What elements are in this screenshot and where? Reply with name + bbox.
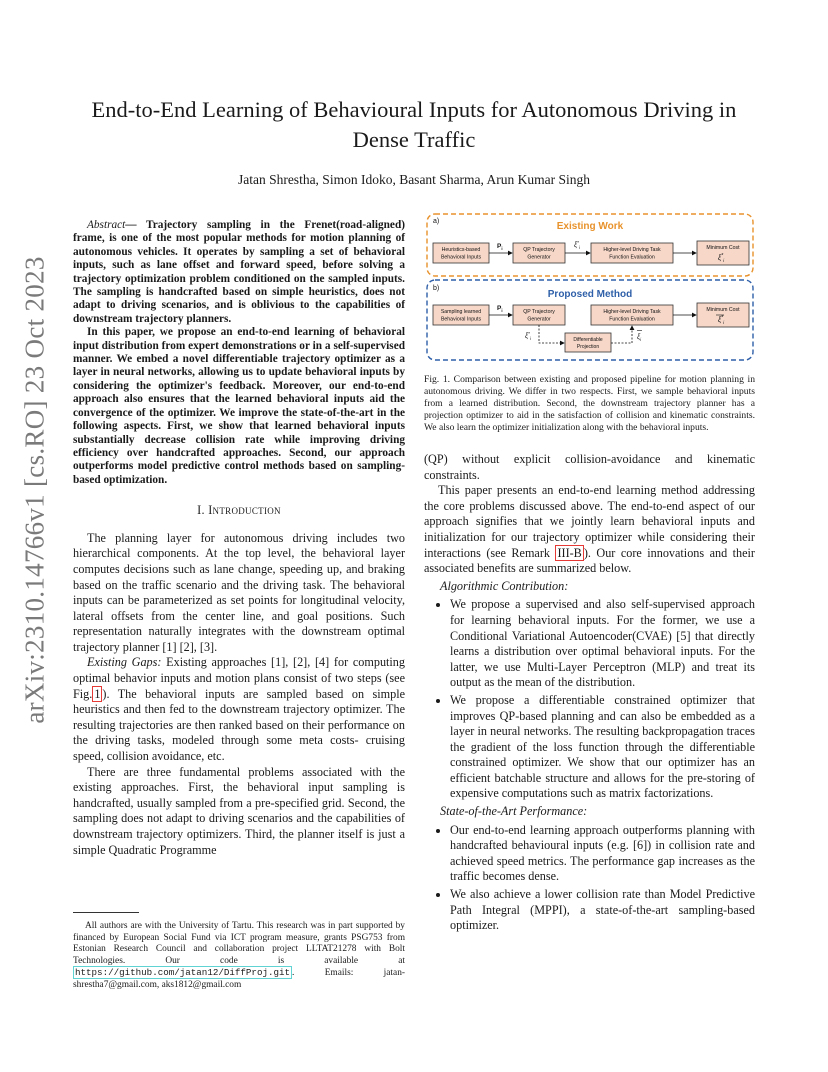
svg-text:Minimum Cost: Minimum Cost [706, 307, 740, 313]
p-i-symbol-a: $P_i$ [497, 243, 503, 251]
list-item: • We also achieve a lower collision rate than Model Predictive Path Integral (MPPI), a state-of-the-art sampling-based optimizer. [450, 887, 755, 934]
proposed-method-title: Proposed Method [547, 289, 633, 300]
paper-title: End-to-End Learning of Behavioural Inputs for Autonomous Driving in Dense Traffic [91, 97, 737, 152]
svg-text:Function Evaluation: Function Evaluation [609, 254, 655, 261]
code-repository-link[interactable]: https://github.com/jatan12/DiffProj.git [75, 967, 291, 979]
figure-reference-link[interactable]: 1 [94, 686, 101, 701]
xi-symbol-a: $\xi^*_i$ [574, 240, 580, 250]
abstract-label: Abstract [87, 219, 126, 231]
svg-text:Behavioral Inputs: Behavioral Inputs [440, 316, 482, 323]
figure-caption: Fig. 1. Comparison between existing and proposed pipeline for motion planning in autonomous driving. We differ in two respects. First, we sample behavioral inputs from a learned distribution. Second, the downstream trajectory planner has a projection optimizer to aid in the satisfaction of collision and kinematic constraints. We also learn the optimizer initialization along with the behavioral inputs. [424, 374, 755, 433]
panel-a-label: a) [433, 218, 440, 225]
intro-paragraph-3: There are three fundamental problems associated with the existing approaches. First, the behavioral input sampling is handcrafted, usually sampled from a pre-specified grid. Second, the sampling does not adapt to driving scenarios and the capabilities of downstream trajectory optimizers. Third, the planner itself is just a simple Quadratic Programme [73, 764, 405, 857]
svg-text:Heuristics-based: Heuristics-based [441, 247, 481, 253]
xi-bar-symbol-proj: $\xi_i$ [637, 334, 642, 342]
p-i-symbol-b: $P_i$ [497, 305, 503, 313]
xi-star-symbol-a: $\xi^*_i$ [717, 253, 725, 263]
state-of-the-art-list [424, 823, 755, 934]
algorithmic-contribution-list [424, 597, 755, 802]
remark-reference-link[interactable]: III-B [557, 545, 582, 560]
existing-work-title: Existing Work [556, 221, 624, 232]
algorithmic-contribution-heading: Algorithmic Contribution: [440, 578, 569, 593]
footnote: All authors are with the University of Tartu. This research was in part supported by financed by European Social Fund via ICT program measure, grants PSG753 from Estonian Research Council and collaboration project LLTAT21278 with Bolt Technologies. Our code is available at https://github.com/jatan12/DiffProj.git . Emails: jatan-shrestha7@gmail.com, aks1812@gmail.com [73, 921, 405, 990]
xi-symbol-b: $\xi^*_i$ [525, 331, 531, 341]
footnote-rule [73, 912, 139, 913]
right-paragraph-1: This paper presents an end-to-end learning method addressing the core problems discussed above. The end-to-end aspect of our approach signifies that we jointly learn behavioral inputs and initialization for our trajectory optimizer while considering their interactions (see Remark III-B ). Our core innovations and their associated benefits are summarized below. [424, 483, 755, 576]
abstract-paragraph-1: Abstract— Trajectory sampling in the Frenet(road-aligned) frame, is one of the most popular methods for motion planning of autonomous vehicles. It operates by sampling a set of behavioral inputs, such as lane offset and forward speed, before solving a trajectory optimization problem conditioned on the sampled inputs. The sampling is handcrafted based on simple heuristics, does not adapt to driving scenarios, and is oblivious to the capabilities of downstream trajectory planners. [73, 219, 405, 325]
svg-text:Higher-level Driving Task: Higher-level Driving Task [603, 309, 661, 315]
svg-text:QP Trajectory: QP Trajectory [523, 309, 555, 315]
list-item: • Our end-to-end learning approach outperforms planning with handcrafted behavioural inputs (e.g. [6]) in collision rate and achieved speed metrics. The performance gap increases as the traffic becomes dense. [450, 823, 755, 885]
svg-text:QP Trajectory: QP Trajectory [523, 247, 555, 253]
right-column [424, 452, 755, 936]
xi-bar-symbol-b: $\xi^*_i$ [717, 315, 725, 325]
svg-text:Sampling learned: Sampling learned [440, 309, 482, 315]
list-item: • We propose a differentiable constrained optimizer that improves QP-based planning and can also be embedded as a layer in neural networks. The resulting backpropagation traces the gradient of the loss function through the differentiable constrained optimizer. We show that our optimizer has an efficient batchable structure and allows for the pre-storing of expensive computations such as matrix factorizations. [450, 693, 755, 802]
right-paragraph-0: (QP) without explicit collision-avoidance and kinematic constraints. [424, 452, 755, 482]
svg-text:Behavioral Inputs: Behavioral Inputs [440, 254, 482, 261]
list-item: • We propose a supervised and also self-supervised approach for learning behavioral inputs. For the former, we use a Conditional Variational Autoencoder(CVAE) [5] that directly learns a distribution over optimal behavioral inputs. For the latter, we use Multi-Layer Perceptron (MLP) and treat its output as the mean of the distribution. [450, 597, 755, 691]
abstract-paragraph-2: In this paper, we propose an end-to-end learning of behavioral input distribution from expert demonstrations or in a self-supervised manner. We embed a novel differentiable trajectory optimizer as a layer in neural networks, allowing us to update behavioral inputs by considering the optimizer's feedback. Moreover, our end-to-end approach also ensures that the learned behavioral inputs aid the convergence of the optimizer. We improve the state-of-the-art in the following aspects. First, we show that learned behavioral inputs substantially decrease collision rate while improving driving efficiency over handcrafted approaches. Second, our approach outperforms model predictive control methods based on sampling-based optimization. [73, 326, 405, 486]
intro-paragraph-2: Existing Gaps: Existing approaches [1], [2], [4] for computing optimal behavior inputs and motion plans consist of two steps (see Fig. 1 ). The behavioral inputs are sampled based on simple heuristics and then fed to the downstream trajectory optimizer. The resulting trajectories are then ranked based on their performance on the driving tasks, modeled through some meta costs- cruising speed, collision avoidance, etc. [73, 655, 405, 764]
svg-text:Higher-level Driving Task: Higher-level Driving Task [603, 247, 661, 253]
panel-b-label: b) [433, 285, 440, 292]
svg-text:Minimum Cost: Minimum Cost [706, 245, 740, 251]
svg-text:Function Evaluation: Function Evaluation [609, 316, 655, 323]
svg-text:Differentiable: Differentiable [573, 337, 603, 343]
svg-text:Projection: Projection [576, 344, 600, 350]
intro-paragraph-1: The planning layer for autonomous driving includes two hierarchical components. At the top level, the behavioral layer computes decisions such as lane change, speeding up, and braking based on the traffic scenario and the driving task. The behavioral inputs can be parameterized as set points for longitudinal velocity, lateral offsets from the center line, and goal positions. Such representation naturally integrates with the downstream optimal trajectory planner [1] [2], [3]. [73, 530, 405, 654]
svg-text:Generator: Generator [527, 254, 551, 261]
arxiv-sidebar-id: arXiv:2310.14766v1 [cs.RO] 23 Oct 2023 [19, 256, 50, 724]
pipeline-figure [425, 212, 755, 372]
svg-text:Generator: Generator [527, 316, 551, 323]
section-heading-introduction: I. Introduction [197, 503, 281, 518]
left-column [73, 219, 405, 858]
paper-authors: Jatan Shrestha, Simon Idoko, Basant Sharma, Arun Kumar Singh [237, 172, 591, 187]
state-of-the-art-heading: State-of-the-Art Performance: [440, 804, 588, 819]
